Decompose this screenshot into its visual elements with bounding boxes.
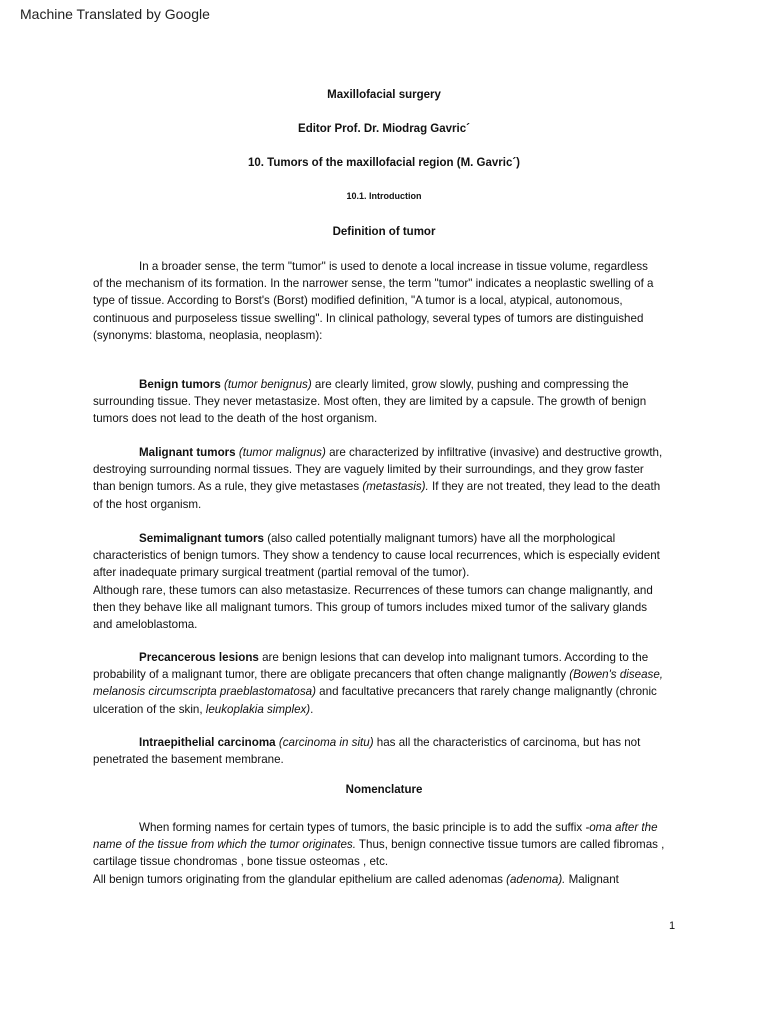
text-line: In a broader sense, the term "tumor" is used to denote a local increase in tissue volume, regardless	[139, 260, 648, 273]
text-line	[93, 530, 693, 547]
text-run: When forming names for certain types of tumors, the basic principle is to add the suffix	[139, 821, 586, 834]
text-line: Although rare, these tumors can also metastasize. Recurrences of these tumors can change malignantly, and	[93, 583, 653, 597]
page-number: 1	[669, 920, 676, 932]
text-line: (synonyms: blastoma, neoplasia, neoplasm):	[93, 328, 323, 342]
text-line	[93, 666, 693, 683]
machine-translation-watermark: Machine Translated by Google	[20, 6, 210, 22]
intro-paragraph	[93, 258, 693, 344]
text-line: destroying surrounding normal tissues. They are vaguely limited by their surroundings, and they grow faster	[93, 463, 644, 477]
text-run-italic: leukoplakia simplex)	[205, 702, 311, 716]
text-run: Thus, benign connective tissue tumors are called fibromas ,	[355, 838, 665, 852]
text-line	[93, 444, 693, 461]
text-run: are clearly limited, grow slowly, pushing and compressing the	[311, 378, 629, 391]
text-run: has all the characteristics of carcinoma, but has not	[373, 736, 641, 749]
text-line: surrounding tissue. They never metastasize. Most often, they are limited by a capsule. The growth of benign	[93, 395, 647, 409]
semimalignant-tumors-paragraph	[93, 530, 693, 633]
text-run: All benign tumors originating from the glandular epithelium are called adenomas	[93, 872, 507, 886]
text-run: are characterized by infiltrative (invasive) and destructive growth,	[325, 446, 663, 459]
text-line: after inadequate primary surgical treatment (partial removal of the tumor).	[93, 566, 470, 580]
definition-heading: Definition of tumor	[332, 226, 436, 238]
intraepithelial-latin: (carcinoma in situ)	[278, 736, 374, 749]
section-title: 10.1. Introduction	[346, 191, 422, 201]
text-run: ulceration of the skin,	[93, 702, 206, 716]
text-line: continuous and purposeless tissue swelling". In clinical pathology, several types of tumors are distinguished	[93, 311, 644, 325]
text-run: Malignant	[565, 872, 619, 886]
malignant-term: Malignant tumors	[139, 446, 236, 459]
text-run: .	[310, 702, 314, 716]
text-line: then they behave like all malignant tumors. This group of tumors includes mixed tumor of the salivary glands	[93, 600, 647, 614]
text-line: of the mechanism of its formation. In the narrower sense, the term "tumor" indicates a neoplastic swelling of a	[93, 277, 654, 291]
text-line: penetrated the basement membrane.	[93, 753, 284, 767]
text-run: than benign tumors. As a rule, they give metastases	[93, 480, 363, 494]
malignant-latin: (tumor malignus)	[238, 446, 326, 459]
text-run: If they are not treated, they lead to the death	[428, 480, 661, 494]
text-line: tumors does not lead to the death of the host organism.	[93, 412, 378, 426]
text-run-italic: name of the tissue from which the tumor originates.	[93, 838, 356, 852]
text-line: type of tissue. According to Borst's (Borst) modified definition, "A tumor is a local, atypical, autonomous,	[93, 294, 623, 308]
text-run-italic: (adenoma).	[506, 872, 566, 886]
text-run-italic: melanosis circumscripta praeblastomatosa)	[93, 685, 316, 699]
nomenclature-paragraph	[93, 819, 693, 888]
text-run-italic: (metastasis).	[362, 480, 429, 494]
text-run-italic: (Bowen's disease,	[569, 668, 664, 682]
text-run-italic: -oma after the	[585, 821, 658, 834]
text-line: and ameloblastoma.	[93, 618, 198, 632]
chapter-title: 10. Tumors of the maxillofacial region (M. Gavric´)	[247, 157, 520, 169]
text-line	[93, 836, 693, 853]
text-line	[93, 376, 693, 393]
text-line	[93, 683, 693, 700]
intraepithelial-term: Intraepithelial carcinoma	[139, 736, 276, 749]
text-run: and facultative precancers that rarely change malignantly (chronic	[315, 685, 657, 699]
precancerous-term: Precancerous lesions	[139, 651, 259, 664]
book-title: Maxillofacial surgery	[327, 89, 441, 101]
intraepithelial-carcinoma-paragraph	[93, 734, 693, 768]
text-line	[93, 701, 693, 718]
text-line: characteristics of benign tumors. They show a tendency to cause local recurrences, which is especially evident	[93, 549, 660, 563]
precancerous-lesions-paragraph	[93, 649, 693, 718]
benign-tumors-paragraph	[93, 376, 693, 428]
text-line	[93, 734, 693, 751]
text-line	[93, 871, 693, 888]
nomenclature-heading: Nomenclature	[345, 784, 423, 796]
benign-latin: (tumor benignus)	[224, 378, 312, 391]
text-line: of the host organism.	[93, 497, 202, 511]
text-run: (also called potentially malignant tumors) have all the morphological	[263, 532, 616, 545]
text-line	[93, 478, 693, 495]
text-line	[93, 649, 693, 666]
text-run: are benign lesions that can develop into malignant tumors. According to the	[258, 651, 649, 664]
text-line	[93, 819, 693, 836]
text-run: probability of a malignant tumor, there are obligate precancers that often change malignantly	[93, 668, 570, 682]
editor-line: Editor Prof. Dr. Miodrag Gavric´	[298, 123, 470, 135]
benign-term: Benign tumors	[139, 378, 221, 391]
malignant-tumors-paragraph	[93, 444, 693, 513]
text-line: cartilage tissue chondromas , bone tissue osteomas , etc.	[93, 855, 389, 869]
semimalignant-term: Semimalignant tumors	[139, 532, 264, 545]
